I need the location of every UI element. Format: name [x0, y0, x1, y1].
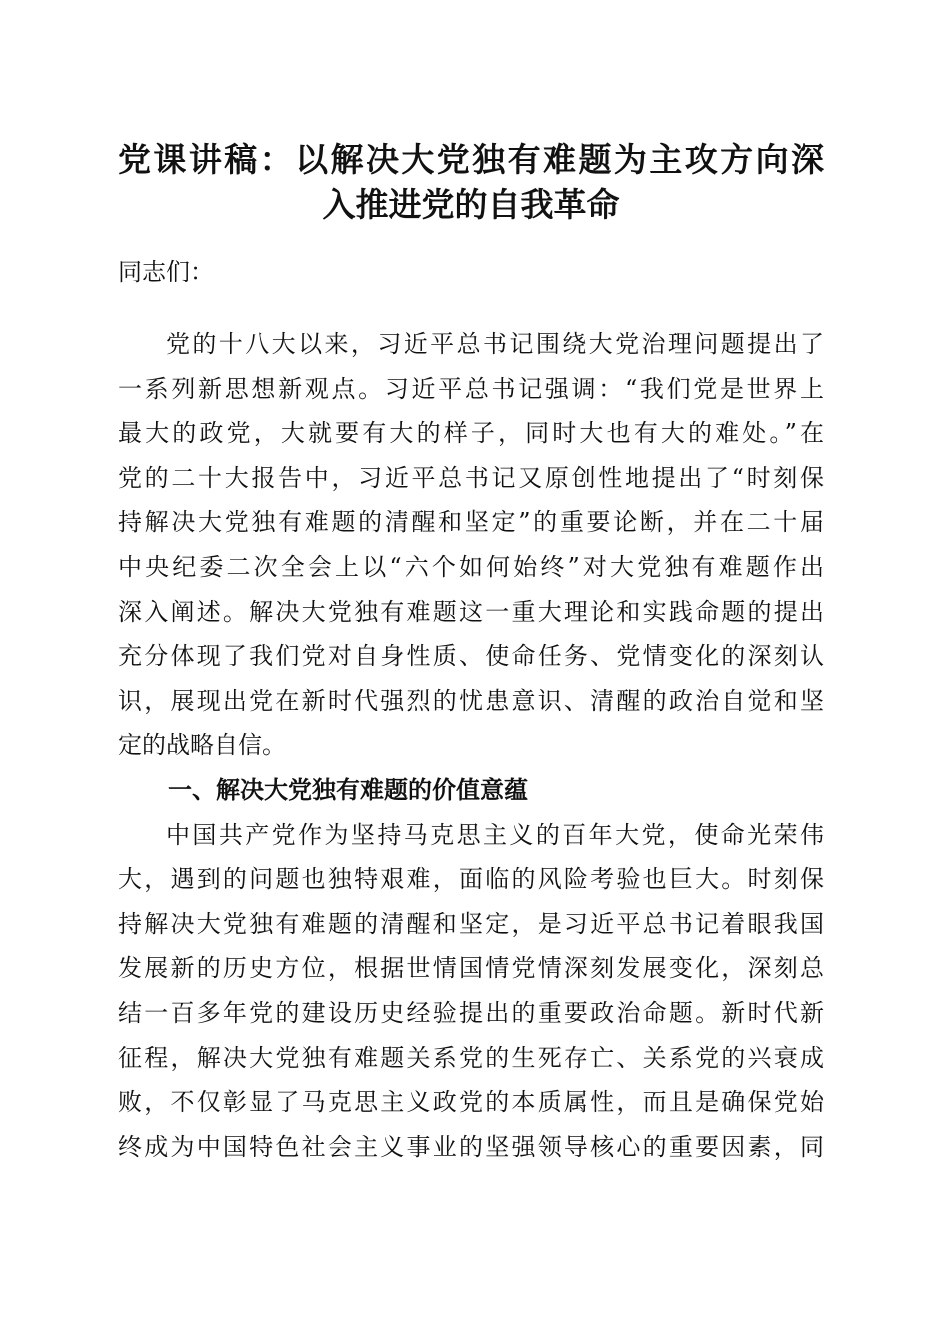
text-line: 中央纪委二次全会上以“六个如何始终”对大党独有难题作出: [118, 552, 824, 581]
salutation: 同志们：: [118, 258, 214, 286]
text-line: 定的战略自信。: [118, 731, 286, 760]
text-line: 持解决大党独有难题的清醒和坚定，是习近平总书记着眼我国: [118, 909, 824, 938]
text-line: 党的二十大报告中，习近平总书记又原创性地提出了“时刻保: [118, 463, 824, 492]
text-line: 充分体现了我们党对自身性质、使命任务、党情变化的深刻认: [118, 642, 824, 671]
text-line: 征程，解决大党独有难题关系党的生死存亡、关系党的兴衰成: [118, 1043, 824, 1072]
heading-text: 一、解决大党独有难题的价值意蕴: [168, 775, 528, 804]
document-body: [118, 322, 824, 1169]
text-line: 终成为中国特色社会主义事业的坚强领导核心的重要因素，同: [118, 1132, 824, 1161]
text-line: 大，遇到的问题也独特艰难，面临的风险考验也巨大。时刻保: [118, 865, 824, 894]
title-line-2: 入推进党的自我革命: [322, 185, 620, 224]
section-heading: [118, 768, 824, 813]
text-line: 深入阐述。解决大党独有难题这一重大理论和实践命题的提出: [118, 597, 824, 626]
text-line: 中国共产党作为坚持马克思主义的百年大党，使命光荣伟: [166, 820, 824, 849]
text-line: 识，展现出党在新时代强烈的忧患意识、清醒的政治自觉和坚: [118, 686, 824, 715]
paragraph: [118, 813, 824, 1170]
text-line: 结一百多年党的建设历史经验提出的重要政治命题。新时代新: [118, 998, 824, 1027]
text-line: 败，不仅彰显了马克思主义政党的本质属性，而且是确保党始: [118, 1088, 824, 1117]
text-line: 持解决大党独有难题的清醒和坚定”的重要论断，并在二十届: [118, 508, 824, 537]
text-line: 最大的政党，大就要有大的样子，同时大也有大的难处。”在: [118, 419, 824, 448]
document-title: [118, 137, 824, 227]
text-line: 发展新的历史方位，根据世情国情党情深刻发展变化，深刻总: [118, 954, 824, 983]
title-line-1: 党课讲稿：以解决大党独有难题为主攻方向深: [118, 140, 824, 179]
text-line: 党的十八大以来，习近平总书记围绕大党治理问题提出了: [166, 330, 824, 358]
paragraph: [118, 322, 824, 768]
text-line: 一系列新思想新观点。习近平总书记强调：“我们党是世界上: [118, 374, 824, 403]
